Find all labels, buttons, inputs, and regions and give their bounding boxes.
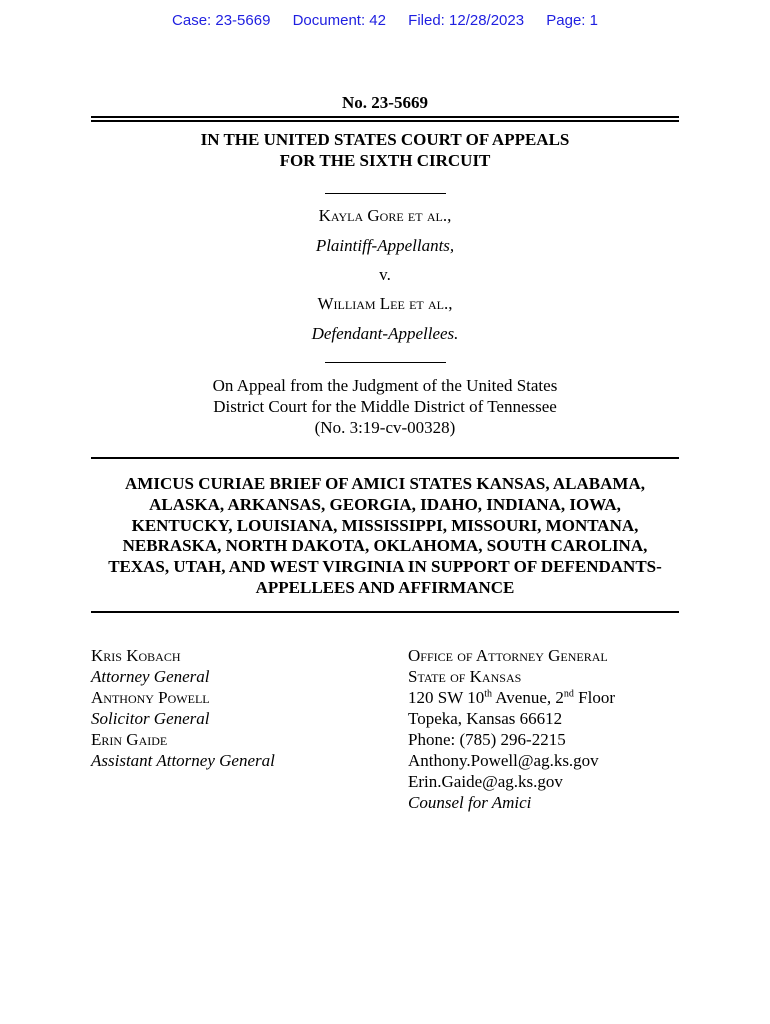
address-part: Floor: [573, 688, 615, 707]
defendant-role: Defendant-Appellees.: [311, 324, 459, 343]
brief-title-line-6: APPELLEES AND AFFIRMANCE: [255, 577, 515, 597]
divider: [91, 611, 679, 613]
counsel-role: Counsel for Amici: [408, 793, 532, 812]
court-line-2: FOR THE SIXTH CIRCUIT: [279, 151, 491, 170]
counsel-name: Kris Kobach: [91, 646, 181, 665]
stamp-page: Page: 1: [546, 12, 598, 29]
court-line-1: IN THE UNITED STATES COURT OF APPEALS: [200, 130, 570, 149]
filing-stamp: [0, 12, 770, 29]
brief-title-line-2: ALASKA, ARKANSAS, GEORGIA, IDAHO, INDIANA, IOWA,: [149, 494, 621, 514]
office-city: Topeka, Kansas 66612: [408, 709, 563, 728]
office-phone: Phone: (785) 296-2215: [408, 730, 566, 749]
address-part: 120 SW 10: [408, 688, 485, 707]
office-block: [408, 645, 728, 813]
defendant-name: William Lee et al.,: [317, 294, 453, 313]
plaintiff-name: Kayla Gore et al.,: [318, 206, 452, 225]
plaintiff-role: Plaintiff-Appellants,: [315, 236, 455, 255]
counsel-title: Solicitor General: [91, 709, 210, 728]
court-name: [0, 129, 770, 171]
appeal-statement: [0, 375, 770, 438]
stamp-filed: Filed: 12/28/2023: [408, 12, 525, 29]
counsel-name: Erin Gaide: [91, 730, 168, 749]
stamp-document: Document: 42: [292, 12, 386, 29]
divider: [325, 362, 446, 363]
address-superscript: th: [484, 688, 492, 700]
office-address: [408, 687, 728, 708]
address-superscript: nd: [563, 688, 574, 700]
brief-title-line-5: TEXAS, UTAH, AND WEST VIRGINIA IN SUPPORT OF DEFENDANTS-: [108, 557, 662, 577]
office-state: State of Kansas: [408, 667, 522, 686]
address-part: Avenue, 2: [491, 688, 564, 707]
appeal-line-1: On Appeal from the Judgment of the United States: [212, 376, 558, 395]
counsel-name: Anthony Powell: [91, 688, 210, 707]
brief-title: [86, 474, 684, 599]
counsel-title: Assistant Attorney General: [91, 751, 275, 770]
brief-title-line-4: NEBRASKA, NORTH DAKOTA, OKLAHOMA, SOUTH CAROLINA,: [122, 536, 648, 556]
counsel-list: [91, 645, 371, 771]
stamp-case: Case: 23-5669: [172, 12, 271, 29]
case-number: No. 23-5669: [342, 93, 428, 112]
email-link[interactable]: Anthony.Powell@ag.ks.gov: [408, 751, 599, 770]
brief-title-line-1: AMICUS CURIAE BRIEF OF AMICI STATES KANSAS, ALABAMA,: [125, 474, 645, 493]
versus: v.: [379, 265, 391, 284]
email-link[interactable]: Erin.Gaide@ag.ks.gov: [408, 772, 563, 791]
counsel-title: Attorney General: [91, 667, 210, 686]
brief-title-line-3: KENTUCKY, LOUISIANA, MISSISSIPPI, MISSOURI, MONTANA,: [131, 515, 639, 535]
appeal-line-2: District Court for the Middle District of Tennessee: [213, 397, 557, 416]
divider: [325, 193, 446, 194]
divider: [91, 116, 679, 118]
office-name: Office of Attorney General: [408, 646, 608, 665]
divider: [91, 120, 679, 122]
appeal-line-3: (No. 3:19-cv-00328): [314, 418, 456, 437]
divider: [91, 457, 679, 459]
